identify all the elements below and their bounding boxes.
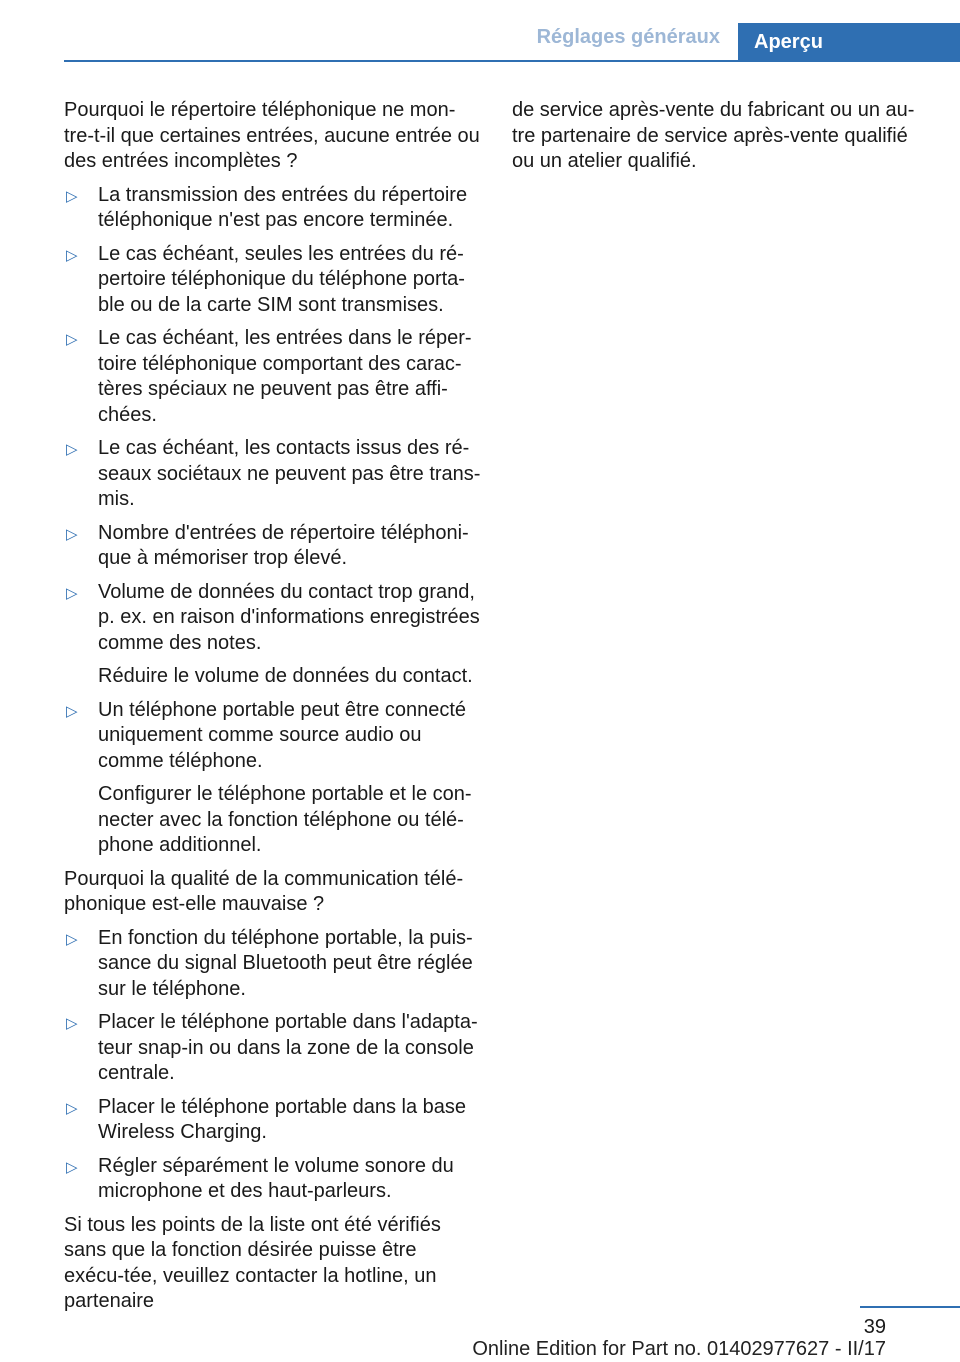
- closing-paragraph-continuation: de service après-vente du fabricant ou un au-tre partenaire de service après-vente qualifié ou un atelier qualifié.: [512, 99, 915, 172]
- list-item-note: Configurer le téléphone portable et le con-necter avec la fonction téléphone ou télé-phone additionnel.: [98, 783, 472, 856]
- list-item-text: Le cas échéant, les contacts issus des ré-seaux sociétaux ne peuvent pas être trans-mis.: [98, 437, 481, 510]
- list-item: [64, 183, 482, 234]
- triangle-right-icon: ▷: [66, 187, 78, 205]
- header-section-title: Réglages généraux: [536, 26, 720, 48]
- question-call-quality: Pourquoi la qualité de la communication télé-phonique est-elle mauvaise ?: [64, 867, 464, 915]
- call-quality-list: [64, 926, 482, 1205]
- list-item: [64, 1010, 482, 1087]
- footer-divider: [860, 1306, 960, 1308]
- list-item: [64, 521, 482, 572]
- edition-footer: Online Edition for Part no. 01402977627 - II/17: [472, 1338, 886, 1360]
- phonebook-causes-list: [64, 183, 482, 859]
- triangle-right-icon: ▷: [66, 246, 78, 264]
- list-item-text: Volume de données du contact trop grand, p. ex. en raison d'informations enregistrées comme des notes.: [98, 580, 480, 654]
- left-column: [64, 98, 482, 1323]
- list-item-text: La transmission des entrées du répertoire téléphonique n'est pas encore terminée.: [98, 183, 468, 231]
- list-item: [64, 698, 482, 859]
- closing-paragraph: Si tous les points de la liste ont été vérifiés sans que la fonction désirée puisse être exécu-tée, veuillez contacter la hotline, un partenaire: [64, 1213, 441, 1312]
- list-item-text: Le cas échéant, les entrées dans le réper-toire téléphonique comportant des carac-tères spéciaux ne peuvent pas être affi-chées.: [98, 327, 472, 426]
- list-item-note: Réduire le volume de données du contact.: [98, 665, 473, 687]
- header-tab-label: Aperçu: [754, 30, 823, 53]
- header-divider: [64, 60, 960, 62]
- list-item-text: Placer le téléphone portable dans l'adapta-teur snap-in ou dans la zone de la console centrale.: [98, 1011, 478, 1084]
- page-number: 39: [863, 1316, 886, 1338]
- triangle-right-icon: ▷: [66, 1158, 78, 1176]
- list-item: [64, 326, 482, 428]
- header-tab-apercu: [738, 23, 960, 61]
- list-item: [64, 580, 482, 690]
- triangle-right-icon: ▷: [66, 525, 78, 543]
- list-item-text: Nombre d'entrées de répertoire téléphoni-que à mémoriser trop élevé.: [98, 521, 469, 569]
- list-item-text: Régler séparément le volume sonore du microphone et des haut-parleurs.: [98, 1154, 454, 1202]
- triangle-right-icon: ▷: [66, 584, 78, 602]
- list-item-text: Le cas échéant, seules les entrées du ré-pertoire téléphonique du téléphone porta-ble ou de la carte SIM sont transmises.: [98, 242, 465, 316]
- list-item: [64, 926, 482, 1003]
- triangle-right-icon: ▷: [66, 441, 78, 458]
- triangle-right-icon: ▷: [66, 331, 78, 348]
- list-item-text: En fonction du téléphone portable, la puis-sance du signal Bluetooth peut être réglée sur le téléphone.: [98, 926, 473, 1000]
- list-item-text: Placer le téléphone portable dans la base Wireless Charging.: [98, 1095, 467, 1143]
- triangle-right-icon: ▷: [66, 1015, 78, 1032]
- list-item: [64, 1095, 482, 1146]
- list-item: [64, 242, 482, 319]
- triangle-right-icon: ▷: [66, 702, 78, 720]
- list-item: [64, 436, 482, 513]
- list-item: [64, 1154, 482, 1205]
- list-item-text: Un téléphone portable peut être connecté uniquement comme source audio ou comme téléphone.: [98, 698, 467, 772]
- question-phonebook: Pourquoi le répertoire téléphonique ne mon-tre-t-il que certaines entrées, aucune entrée ou des entrées incomplètes ?: [64, 99, 480, 172]
- right-column: [512, 98, 922, 183]
- triangle-right-icon: ▷: [66, 930, 78, 948]
- triangle-right-icon: ▷: [66, 1099, 78, 1117]
